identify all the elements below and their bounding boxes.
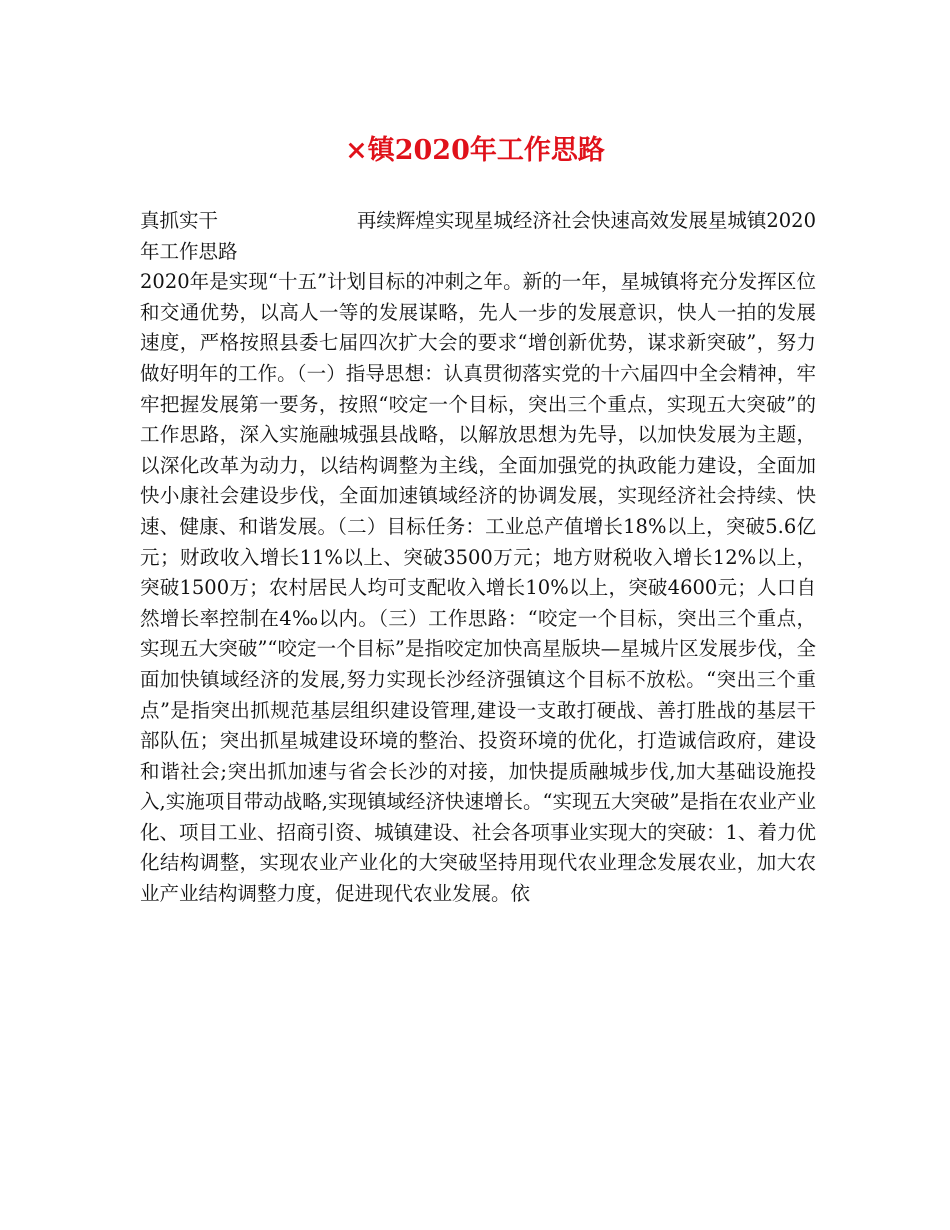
document-body [140, 206, 816, 910]
document-title: ×镇2020年工作思路 [345, 135, 605, 166]
subtitle-continuation: 年工作思路 [140, 239, 238, 263]
body-paragraph: 2020年是实现“十五”计划目标的冲刺之年。新的一年，星城镇将充分发挥区位和交通优势，以高人一等的发展谋略，先人一步的发展意识，快人一拍的发展速度，严格按照县委七届四次扩大会的要求“增创新优势，谋求新突破”，努力做好明年的工作。（一）指导思想：认真贯彻落实党的十六届四中全会精神，牢牢把握发展第一要务，按照“咬定一个目标，突出三个重点，实现五大突破”的工作思路，深入实施融城强县战略，以解放思想为先导，以加快发展为主题，以深化改革为动力，以结构调整为主线，全面加强党的执政能力建设，全面加快小康社会建设步伐，全面加速镇域经济的协调发展，实现经济社会持续、快速、健康、和谐发展。（二）目标任务：工业总产值增长18%以上，突破5.6亿元；财政收入增长11%以上、突破3500万元；地方财税收入增长12%以上，突破1500万；农村居民人均可支配收入增长10%以上，突破4600元；人口自然增长率控制在4‰以内。（三）工作思路：“咬定一个目标，突出三个重点，实现五大突破”“咬定一个目标”是指咬定加快高星版块—星城片区发展步伐，全面加快镇域经济的发展,努力实现长沙经济强镇这个目标不放松。“突出三个重点”是指突出抓规范基层组织建设管理,建设一支敢打硬战、善打胜战的基层干部队伍；突出抓星城建设环境的整治、投资环境的优化，打造诚信政府，建设和谐社会;突出抓加速与省会长沙的对接，加快提质融城步伐,加大基础设施投入,实施项目带动战略,实现镇域经济快速增长。“实现五大突破”是指在农业产业化、项目工业、招商引资、城镇建设、社会各项事业实现大的突破：1、着力优化结构调整，实现农业产业化的大突破坚持用现代农业理念发展农业，加大农业产业结构调整力度，促进现代农业发展。依 [140, 270, 816, 906]
subtitle-right: 再续辉煌实现星城经济社会快速高效发展星城镇2020 [356, 209, 816, 232]
subtitle-line [140, 206, 816, 237]
subtitle-left: 真抓实干 [140, 209, 219, 232]
